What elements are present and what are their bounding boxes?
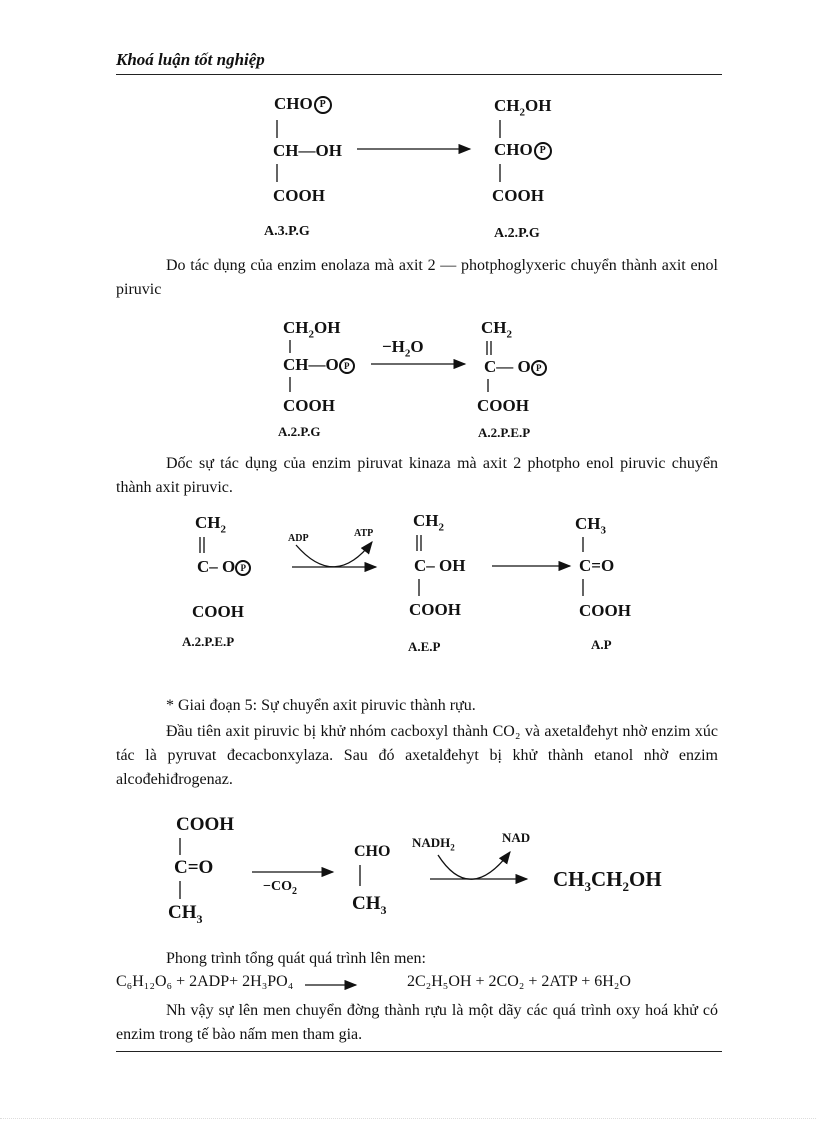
s3-m2-r1: $CH_2$: [413, 511, 444, 534]
label-ap: A.P: [591, 637, 612, 652]
label-a2pep: A.2.P.E.P: [478, 425, 531, 440]
s4-m1-r1: COOH: [176, 814, 235, 835]
right-r1: $CH_2OH$: [494, 96, 552, 119]
paragraph-conclusion: Nh vậy sự lên men chuyển đờng thành rựu là một dãy các quá trình oxy hoá khử có enzim trong tế bào nấm men tham gia.: [116, 1002, 718, 1043]
curved-arrow-adp-atp: [296, 542, 372, 567]
s4-m2-r2: $CH_3$: [352, 893, 387, 917]
s3-m1-r3: COOH: [192, 602, 244, 621]
paragraph-enolaza: Do tác dụng của enzim enolaza mà axit 2 — photphoglyxeric chuyển thành axit enol piruvic: [116, 257, 718, 298]
paragraph-piruvat-kinaza: Dốc sự tác dụng của enzim piruvat kinaza mà axit 2 photpho enol piruvic chuyển thành axit piruvic.: [116, 455, 718, 496]
label-a2pep-2: A.2.P.E.P: [182, 634, 235, 649]
p-circle: P: [339, 358, 355, 374]
s2-left-r2: CH—O P: [283, 355, 355, 375]
s3-m1-r2: C– O P: [197, 557, 251, 577]
adp-label: ADP: [288, 533, 309, 544]
paragraph-general-equation-intro: Phong trình tổng quát quá trình lên men:: [166, 950, 426, 967]
p-circle: P: [534, 142, 552, 160]
left-r1: CHO P: [274, 94, 332, 114]
label-a2pg-2: A.2.P.G: [278, 424, 321, 439]
paragraph-decarboxylation: Đầu tiên axit piruvic bị khử nhóm cacboxyl thành CO₂ và axetalđehyt nhờ enzim xúc tác là pyruvat đecacbonxylaza. Sau đó axetalđehyt bị khử thành etanol nhờ enzim alcođehiđrogenaz.: [116, 723, 718, 788]
s4-m2-r1: CHO: [354, 843, 391, 860]
curved-arrow-nadh-nad: [438, 852, 510, 879]
equation-left: C₆H₁₂O₆ + 2ADP+ 2H₃PO₄: [116, 973, 294, 990]
stage5-heading: * Giai đoạn 5: Sự chuyển axit piruvic thành rựu.: [166, 697, 476, 714]
label-a2pg: A.2.P.G: [494, 226, 540, 241]
nadh2-label: $NADH_2$: [412, 835, 455, 853]
s2-arrow-label: $-H_2O$: [382, 337, 424, 360]
s2-right-r2: C— O P: [484, 357, 547, 377]
s3-m3-r1: $CH_3$: [575, 514, 606, 537]
s3-m2-r2: C– OH: [414, 556, 466, 575]
p-circle: P: [531, 360, 547, 376]
s4-m1-r2: C=O: [174, 857, 214, 878]
s3-m3-r3: COOH: [579, 601, 631, 620]
nad-label: NAD: [502, 830, 531, 845]
right-r3: COOH: [492, 186, 544, 205]
left-r2: CH—OH: [273, 141, 342, 160]
ethanol-product: $CH_3CH_2OH$: [553, 867, 662, 895]
s2-left-r1: $CH_2OH$: [283, 318, 341, 341]
atp-label: ATP: [354, 528, 374, 539]
label-a3pg: A.3.P.G: [264, 224, 310, 239]
s4-m1-r3: $CH_3$: [168, 902, 203, 926]
left-r3: COOH: [273, 186, 325, 205]
page-header-title: Khoá luận tốt nghiệp: [116, 50, 265, 69]
s3-m1-r1: $CH_2$: [195, 513, 226, 536]
label-aep: A.E.P: [408, 639, 441, 654]
s2-right-r3: COOH: [477, 396, 529, 415]
co2-label: $-CO_2$: [263, 879, 297, 897]
s3-m2-r3: COOH: [409, 600, 461, 619]
s2-left-r3: COOH: [283, 396, 335, 415]
s3-m3-r2: C=O: [579, 556, 615, 575]
equation-right: 2C₂H₅OH + 2CO₂ + 2ATP + 6H₂O: [407, 973, 631, 990]
p-circle: P: [314, 96, 332, 114]
s2-right-r1: $CH_2$: [481, 318, 512, 341]
p-circle: P: [235, 560, 251, 576]
right-r2: CHO P: [494, 140, 552, 160]
